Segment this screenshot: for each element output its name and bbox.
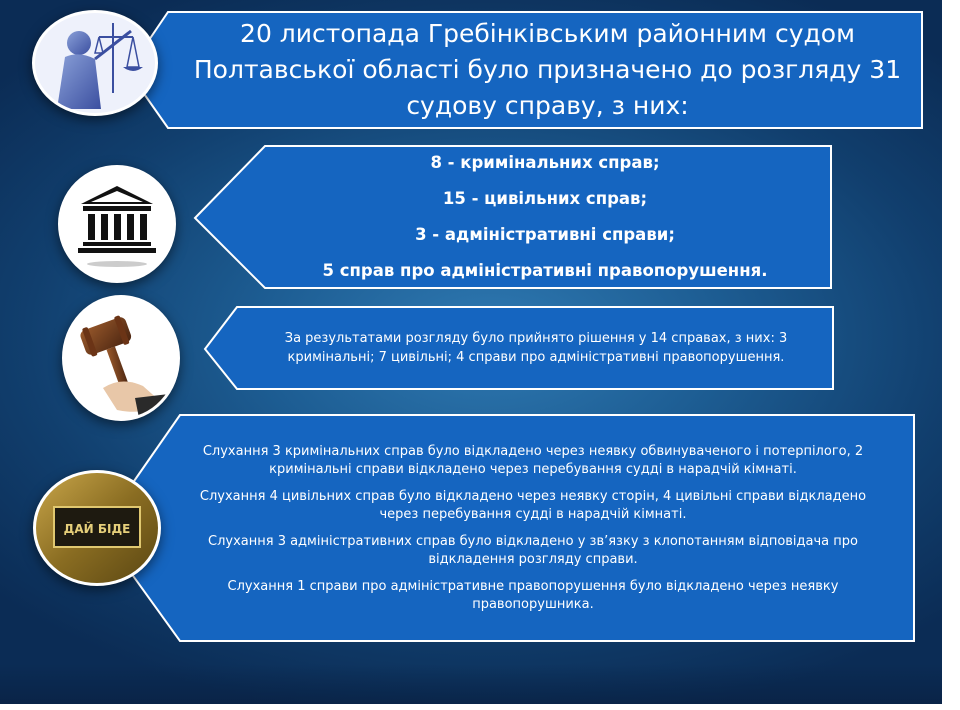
courthouse-circle — [58, 165, 176, 283]
postponed-paragraph-1 — [203, 443, 863, 479]
title-line-3: судову справу, з них: — [406, 91, 689, 120]
results-line-2: кримінальні; 7 цивільні; 4 справи про адміністративні правопорушення. — [287, 350, 785, 365]
postponed-3-line-1: Слухання 3 адміністративних справ було відкладено у зв’язку з клопотанням відповідача про — [208, 533, 858, 549]
court-plaque-circle — [33, 470, 161, 586]
postponed-1-line-1: Слухання 3 кримінальних справ було відкладено через неявку обвинуваченого і потерпілого, 2 — [202, 443, 864, 459]
gavel-circle — [62, 295, 180, 421]
postponed-banner — [152, 415, 914, 641]
results-banner — [240, 307, 832, 389]
postponed-2-line-2: через перебування судді в нарадчій кімнаті. — [379, 506, 687, 522]
courthouse-icon — [61, 168, 173, 280]
postponed-1-line-2: кримінальні справи відкладено через перебування судді в нарадчій кімнаті. — [269, 461, 797, 477]
cases-banner — [260, 146, 830, 288]
results-line-1: За результатами розгляду було прийнято рішення у 14 справах, з них: 3 — [284, 331, 788, 346]
postponed-3-line-2: відкладення розгляду справи. — [428, 551, 638, 567]
postponed-4-line-2: правопорушника. — [472, 596, 594, 612]
gavel-icon — [65, 298, 177, 418]
court-plaque-icon — [36, 473, 158, 583]
title-banner — [175, 12, 920, 128]
plaque-text: ДАЙ БІДЕ — [63, 522, 131, 536]
postponed-paragraph-2 — [200, 488, 866, 524]
title-line-2: Полтавської області було призначено до розгляду 31 — [193, 55, 902, 84]
postponed-paragraph-4 — [228, 578, 839, 614]
postponed-paragraph-3 — [208, 533, 858, 569]
case-item-administrative: 3 - адміністративні справи; — [415, 225, 675, 244]
postponed-4-line-1: Слухання 1 справи про адміністративне правопорушення було відкладено через неявку — [227, 578, 839, 594]
justice-lady-circle — [32, 10, 158, 116]
title-line-1: 20 листопада Гребінківським районним судом — [240, 19, 855, 48]
case-item-offenses: 5 справ про адміністративні правопорушення. — [322, 261, 768, 280]
justice-lady-icon — [35, 13, 155, 113]
postponed-2-line-1: Слухання 4 цивільних справ було відкладено через неявку сторін, 4 цивільні справи відкладено — [199, 488, 867, 504]
case-item-civil: 15 - цивільних справ; — [442, 189, 648, 208]
case-item-criminal: 8 - кримінальних справ; — [430, 153, 660, 172]
